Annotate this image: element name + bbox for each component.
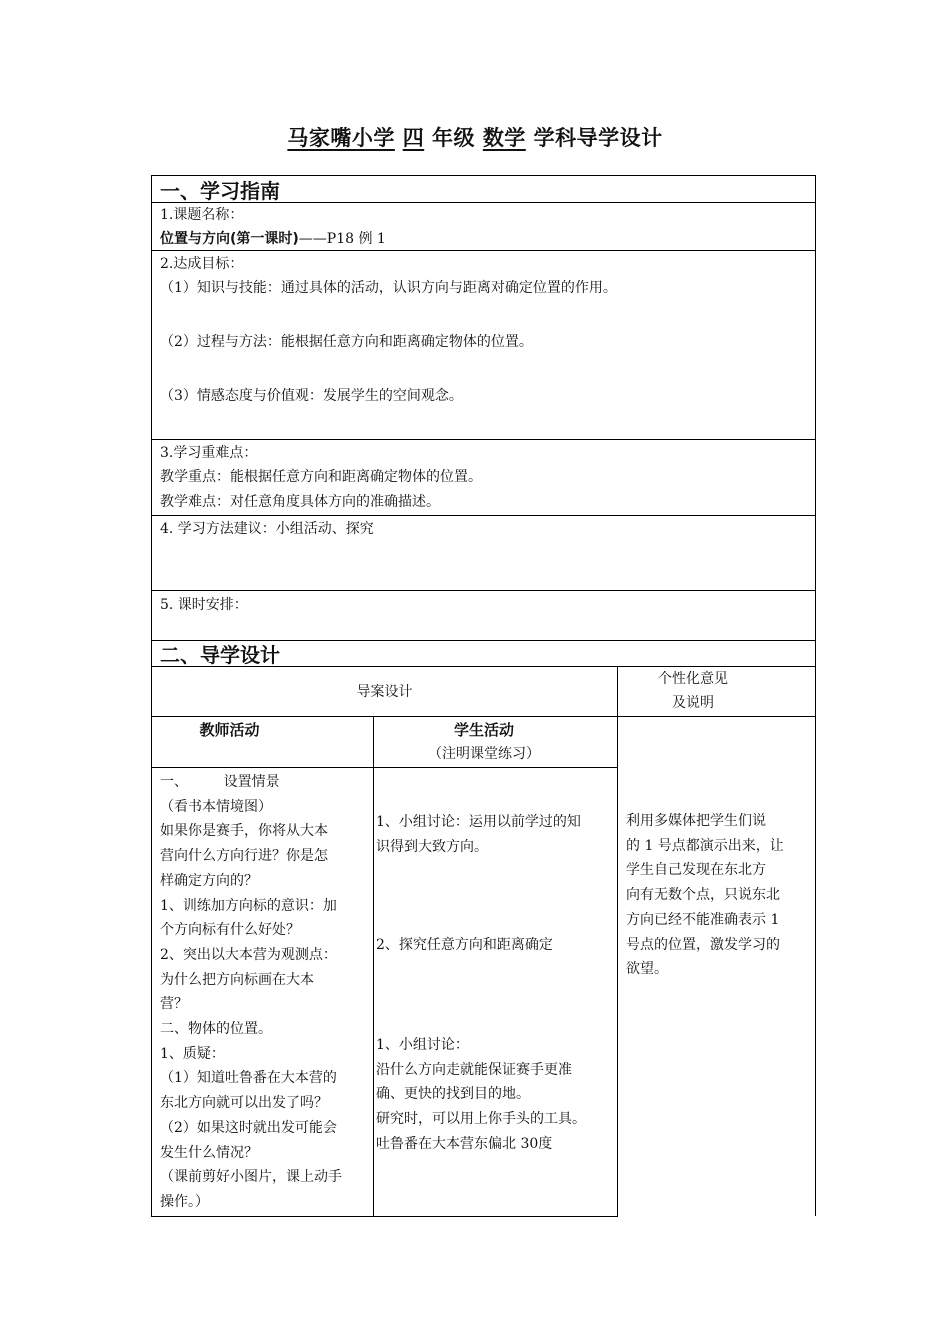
goal-item: （2）过程与方法：能根据任意方向和距离确定物体的位置。 [160, 334, 533, 350]
section2-heading-row [151, 640, 816, 667]
student-line: 确、更快的找到目的地。 [376, 1086, 530, 1103]
teacher-line: （看书本情境图） [160, 798, 272, 815]
topic-row [151, 202, 816, 251]
student-line: 1、小组讨论： [376, 1037, 469, 1053]
teacher-line: 1、质疑： [160, 1045, 225, 1062]
teacher-line: 样确定方向的？ [160, 872, 258, 889]
topic-rest: ——P18 例 1 [298, 231, 386, 247]
student-line: 识得到大致方向。 [376, 838, 488, 855]
personal-line: 向有无数个点，只说东北 [626, 887, 780, 904]
student-line: 沿什么方向走就能保证赛手更准 [376, 1061, 572, 1078]
key-point: 教学重点：能根据任意方向和距离确定物体的位置。 [160, 469, 482, 485]
difficulty-label: 3.学习重难点： [160, 445, 258, 461]
teacher-line: 如果你是赛手，你将从大本 [160, 823, 328, 840]
teacher-activity-cell [151, 767, 374, 1217]
schedule-row [151, 590, 816, 641]
teacher-line: 1、训练加方向标的意识：加 [160, 897, 337, 914]
goals-label: 2.达成目标： [160, 256, 244, 272]
student-block-3 [376, 1033, 616, 1157]
hard-point: 教学难点：对任意角度具体方向的准确描述。 [160, 494, 440, 510]
personal-line: 利用多媒体把学生们说 [626, 813, 766, 829]
topic-label: 1.课题名称： [160, 207, 244, 223]
topic-bold: 位置与方向(第一课时) [160, 231, 299, 247]
goal-item: （3）情感态度与价值观：发展学生的空间观念。 [160, 388, 463, 404]
title-suffix: 学科导学设计 [533, 126, 663, 150]
teacher-header: 教师活动 [199, 721, 260, 739]
student-activity-cell [373, 767, 618, 1217]
teacher-header-cell [151, 716, 374, 768]
section1-heading: 一、学习指南 [160, 179, 280, 203]
teacher-line: 东北方向就可以出发了吗？ [160, 1095, 328, 1112]
student-line: 2、探究任意方向和距离确定 [376, 937, 553, 953]
method-row [151, 515, 816, 591]
teacher-line: （1）知道吐鲁番在大本营的 [160, 1070, 337, 1087]
topic-name [160, 227, 386, 252]
teacher-line: （2）如果这时就出发可能会 [160, 1119, 337, 1136]
teacher-line: 2、突出以大本营为观测点： [160, 946, 337, 963]
student-header-cell [373, 716, 618, 768]
page-title [0, 122, 950, 152]
personal-notes [626, 809, 812, 982]
teacher-line: 营向什么方向行进？你是怎 [160, 848, 328, 865]
personal-header-1: 个性化意见 [658, 671, 728, 687]
teacher-line: （课前剪好小图片，课上动手 [160, 1169, 342, 1186]
personal-line: 号点的位置，激发学习的 [626, 936, 780, 953]
title-school: 马家嘴小学 [287, 126, 395, 150]
student-line: 研究时，可以用上你手头的工具。 [376, 1111, 586, 1128]
student-header: 学生活动 [453, 721, 514, 739]
personal-line: 方向已经不能准确表示 1 [626, 911, 780, 928]
section1-heading-row [151, 175, 816, 203]
method-text: 4. 学习方法建议：小组活动、探究 [160, 521, 374, 537]
teacher-line: 操作。） [160, 1193, 209, 1210]
teacher-activity-text [160, 770, 370, 1215]
teacher-line: 为什么把方向标画在大本 [160, 971, 314, 988]
title-grade-suffix: 年级 [432, 126, 475, 150]
teacher-line: 营？ [160, 996, 188, 1013]
design-header: 导案设计 [356, 684, 413, 700]
schedule-text: 5. 课时安排： [160, 597, 248, 613]
teacher-line: 发生什么情况？ [160, 1144, 258, 1161]
design-header-cell [151, 666, 618, 717]
teacher-line: 二、物体的位置。 [160, 1021, 272, 1038]
student-subheader: （注明课堂练习） [428, 746, 540, 762]
student-line: 1、小组讨论：运用以前学过的知 [376, 814, 581, 830]
title-grade: 四 [402, 126, 425, 150]
personal-line: 欲望。 [626, 961, 668, 978]
teacher-line: 一、 设置情景 [160, 774, 280, 790]
difficulty-row [151, 439, 816, 516]
personal-line: 的 1 号点都演示出来，让 [626, 837, 784, 854]
title-subject: 数学 [482, 126, 526, 150]
teacher-line: 个方向标有什么好处？ [160, 922, 300, 939]
student-block-1 [376, 810, 616, 859]
personal-column-right-border [815, 716, 816, 1216]
personal-line: 学生自己发现在东北方 [626, 862, 766, 879]
personal-header-cell [617, 666, 816, 717]
goal-item: （1）知识与技能：通过具体的活动，认识方向与距离对确定位置的作用。 [160, 280, 617, 296]
student-line: 吐鲁番在大本营东偏北 30度 [376, 1135, 553, 1152]
student-block-2 [376, 933, 616, 958]
goals-row [151, 250, 816, 440]
section2-heading: 二、导学设计 [160, 643, 280, 667]
personal-header-2: 及说明 [672, 695, 714, 711]
